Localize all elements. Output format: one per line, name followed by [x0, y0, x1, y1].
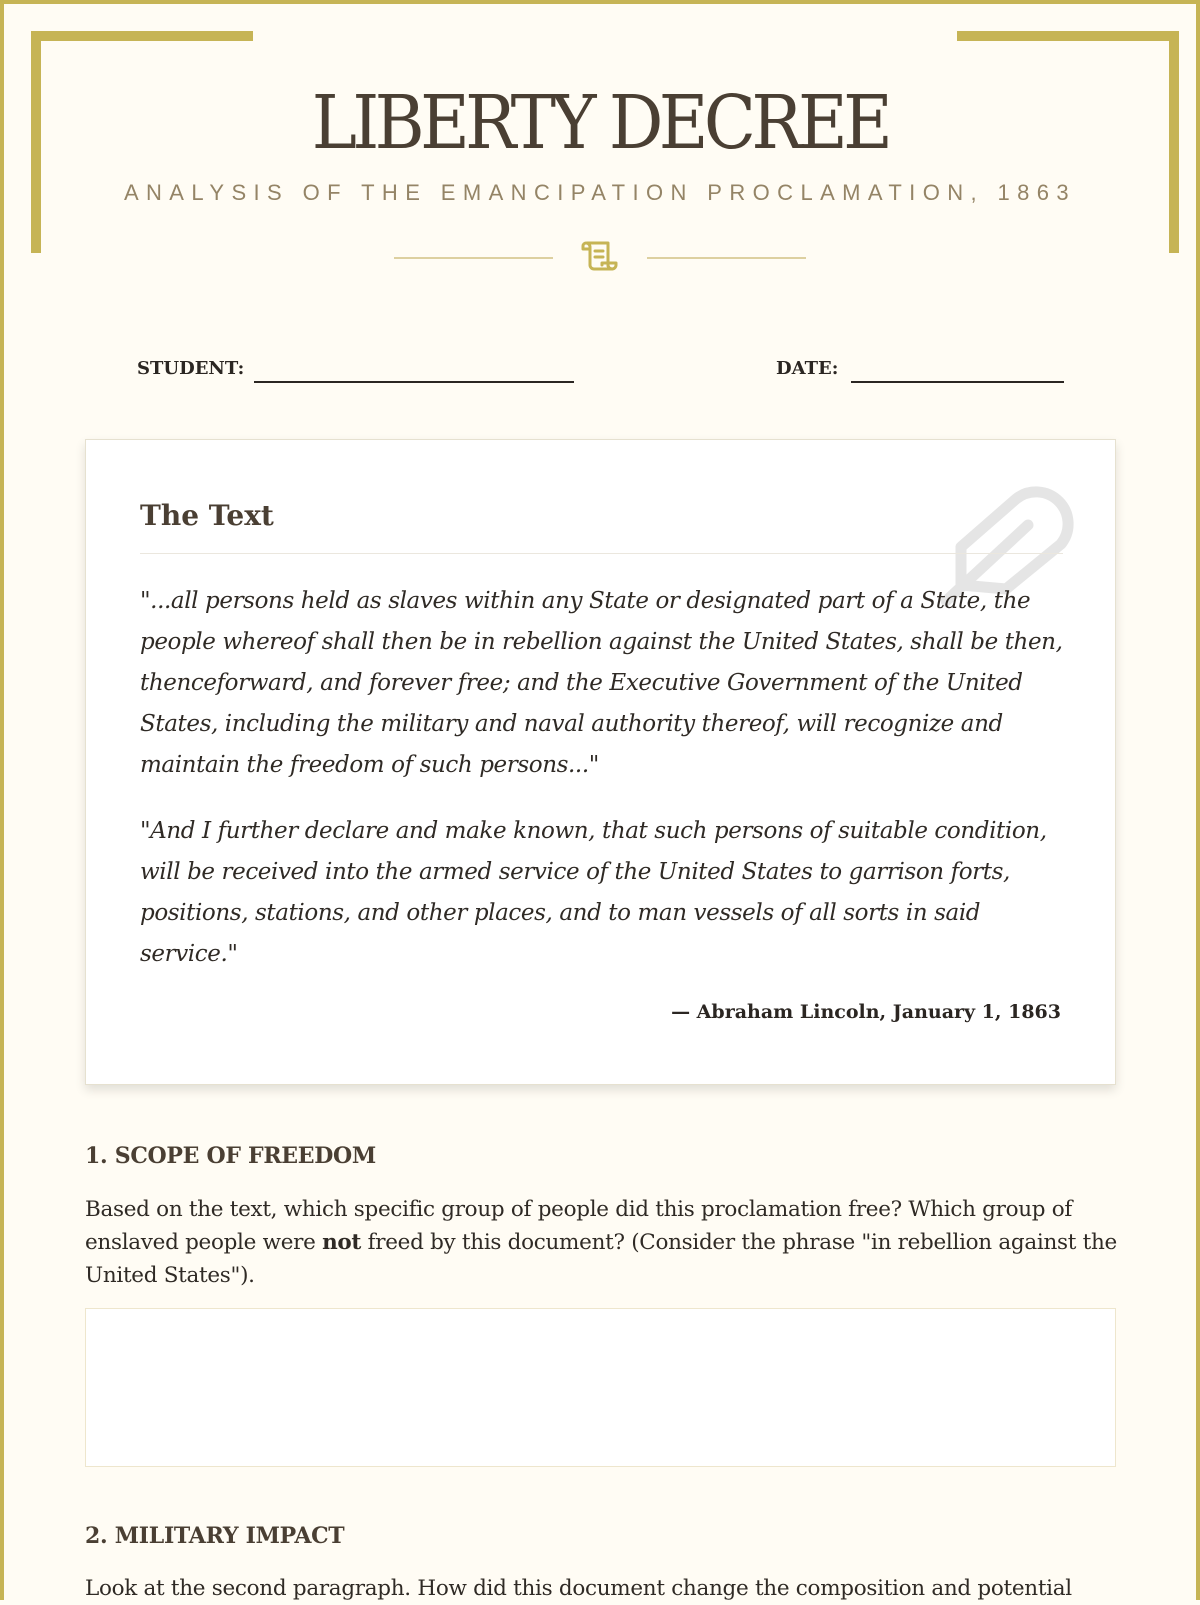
page-title: LIBERTY DECREE [311, 80, 889, 166]
question-2-text: Look at the second paragraph. How did this document change the composition and potential [85, 1576, 1072, 1601]
quote-paragraph-2: "And I further declare and make known, that such persons of suitable condition, will be received into the armed service of the United States to garrison forts, positions, stations, and other places, and to man vessels of all sorts in said service." [140, 818, 1047, 967]
question-1-answer-box[interactable] [85, 1308, 1116, 1467]
source-text-box [85, 439, 1116, 1085]
divider-line-right [647, 257, 806, 259]
divider-line-left [394, 257, 553, 259]
date-field[interactable] [851, 381, 1064, 383]
scroll-icon [580, 237, 620, 277]
text-box-title: The Text [140, 499, 274, 532]
date-label: DATE: [776, 358, 839, 379]
quote-attribution: — Abraham Lincoln, January 1, 1863 [671, 1001, 1061, 1023]
quote-paragraph-1: "...all persons held as slaves within any State or designated part of a State, the people whereof shall then be in rebellion against the United States, shall be then, thenceforward, and forever free; and the Executive Government of the United States, including the military and naval authority thereof, will recognize and maintain the freedom of such persons..." [140, 588, 1063, 778]
question-2-heading: 2. MILITARY IMPACT [85, 1523, 345, 1549]
student-label: STUDENT: [137, 358, 245, 379]
question-1-text-part-2: freed by this document? (Consider the phrase "in rebellion against the United States"). [85, 1230, 1117, 1288]
question-1-text [85, 1193, 1125, 1292]
question-1-text-part-1: Based on the text, which specific group of people did this proclamation free? Which group of enslaved people were [85, 1197, 1073, 1255]
page-subtitle: ANALYSIS OF THE EMANCIPATION PROCLAMATION, 1863 [123, 180, 1077, 205]
student-name-field[interactable] [254, 381, 574, 383]
text-box-rule [140, 553, 1063, 554]
question-1-heading: 1. SCOPE OF FREEDOM [85, 1143, 376, 1169]
question-1-text-emphasis: not [322, 1230, 362, 1255]
